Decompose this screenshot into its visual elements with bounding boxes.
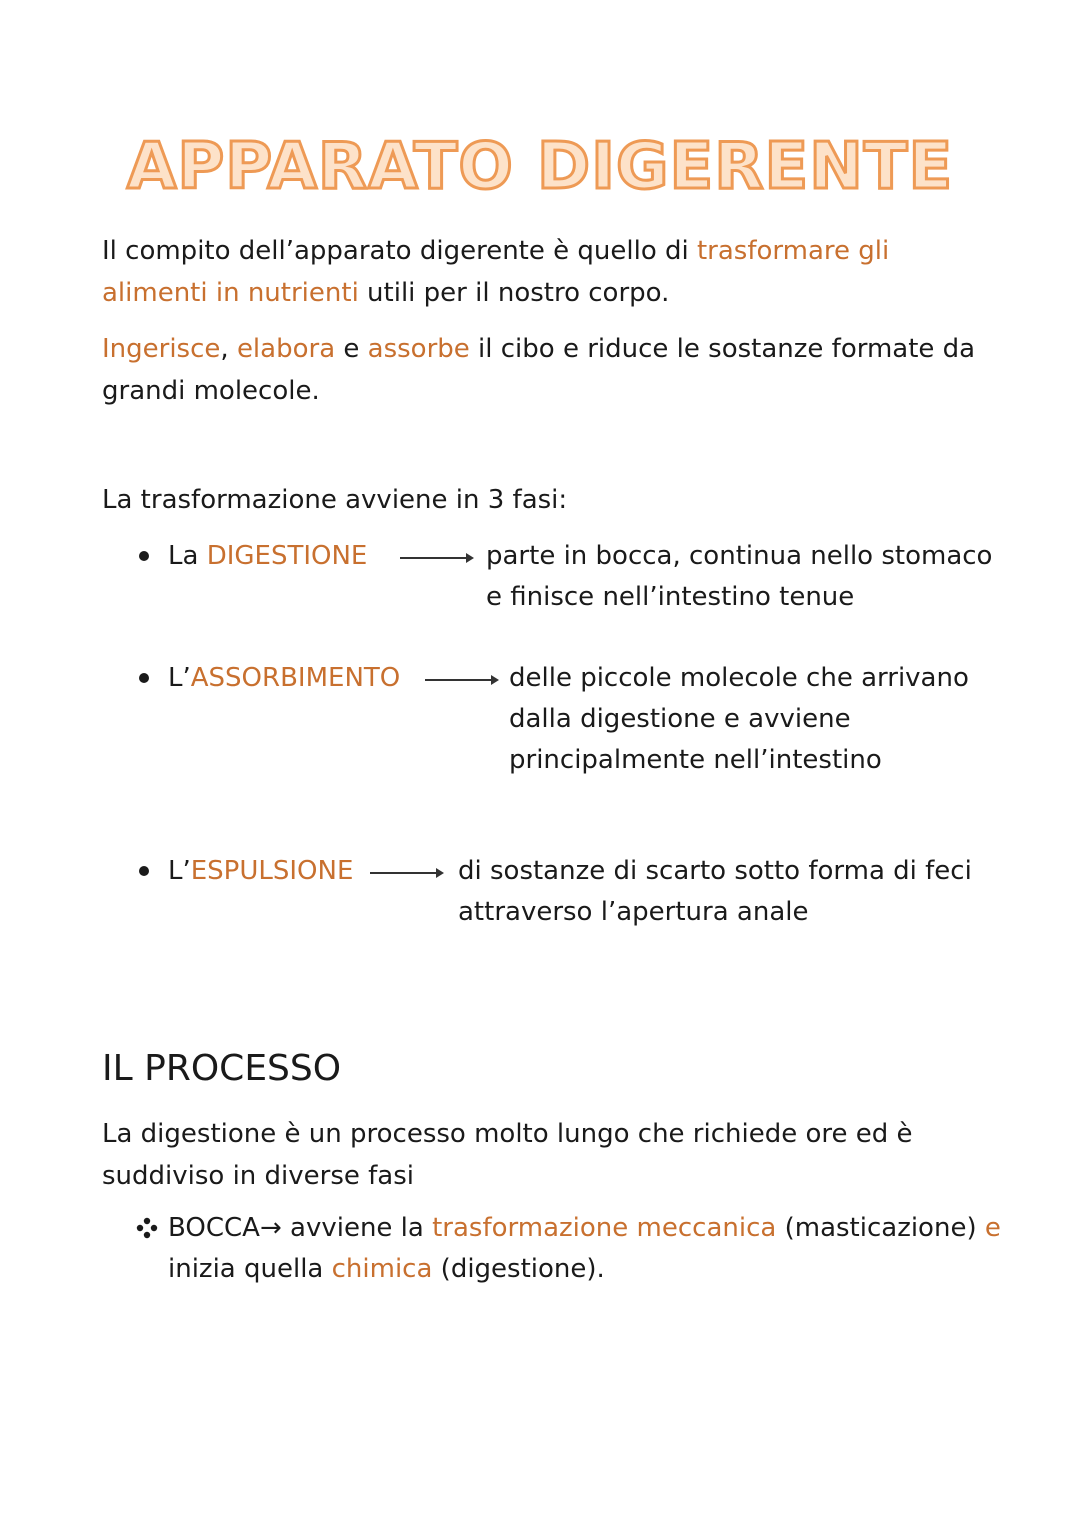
process-text: La digestione è un processo molto lungo che richiede ore ed è suddiviso in diverse fasi [102,1119,913,1191]
description-line: principalmente nell’intestino [509,745,882,775]
bocca-label: BOCCA [168,1213,260,1243]
bocca-text: inizia quella [168,1254,332,1284]
description-line: di sostanze di scarto sotto forma di feci [458,856,972,886]
description-line: e finisce nell’intestino tenue [486,582,855,612]
right-arrow-icon: → [259,1213,282,1243]
phase-term: DIGESTIONE [206,541,368,571]
highlight-chimica: chimica [331,1254,433,1284]
intro-paragraph-1 [102,230,982,314]
phase-term: ASSORBIMENTO [190,663,401,693]
bocca-item [168,1208,1001,1290]
description-line: attraverso l’apertura anale [458,897,809,927]
intro-text: Il compito dell’apparato digerente è quello di [102,236,697,266]
phase-label [168,851,353,891]
bullet-icon [139,866,149,876]
intro-text-end: utili per il nostro corpo. [358,278,670,308]
highlight-ingerisce: Ingerisce [102,334,221,364]
bocca-text: (masticazione) [776,1213,985,1243]
bocca-line-2 [168,1249,1001,1290]
highlight-meccanica: trasformazione meccanica [432,1213,777,1243]
phase-label [168,658,400,698]
comma-text: , [220,334,237,364]
arrow-icon [400,557,472,559]
bocca-text: avviene la [281,1213,433,1243]
highlight-assorbe: assorbe [367,334,470,364]
highlight-transform: trasformare gli alimenti in nutrienti [102,236,890,308]
phase-label [168,536,367,576]
phase-prefix: L’ [168,856,191,886]
arrow-icon [370,872,442,874]
description-line: delle piccole molecole che arrivano [509,663,969,693]
description-line: dalla digestione e avviene [509,704,851,734]
intro-paragraph-2 [102,328,982,412]
phase-term: ESPULSIONE [190,856,354,886]
section-heading: IL PROCESSO [102,1048,342,1089]
description-line: parte in bocca, continua nello stomaco [486,541,993,571]
phase-description [458,851,972,933]
bocca-text: (digestione). [432,1254,605,1284]
bocca-conjunction: e [984,1213,1001,1243]
highlight-elabora: elabora [236,334,336,364]
bullet-icon [139,551,149,561]
phase-description [509,658,969,781]
conjunction-text: e [335,334,368,364]
bullet-icon [139,673,149,683]
intro-text-rest: il cibo e riduce le sostanze formate da grandi molecole. [102,334,976,406]
page-title: APPARATO DIGERENTE [126,130,954,204]
phase-description [486,536,992,618]
diamond-bullet-icon [136,1217,158,1239]
phase-prefix: L’ [168,663,191,693]
phase-prefix: La [168,541,207,571]
phases-intro: La trasformazione avviene in 3 fasi: [102,485,568,515]
arrow-icon [425,679,497,681]
bocca-line-1 [168,1208,1001,1249]
